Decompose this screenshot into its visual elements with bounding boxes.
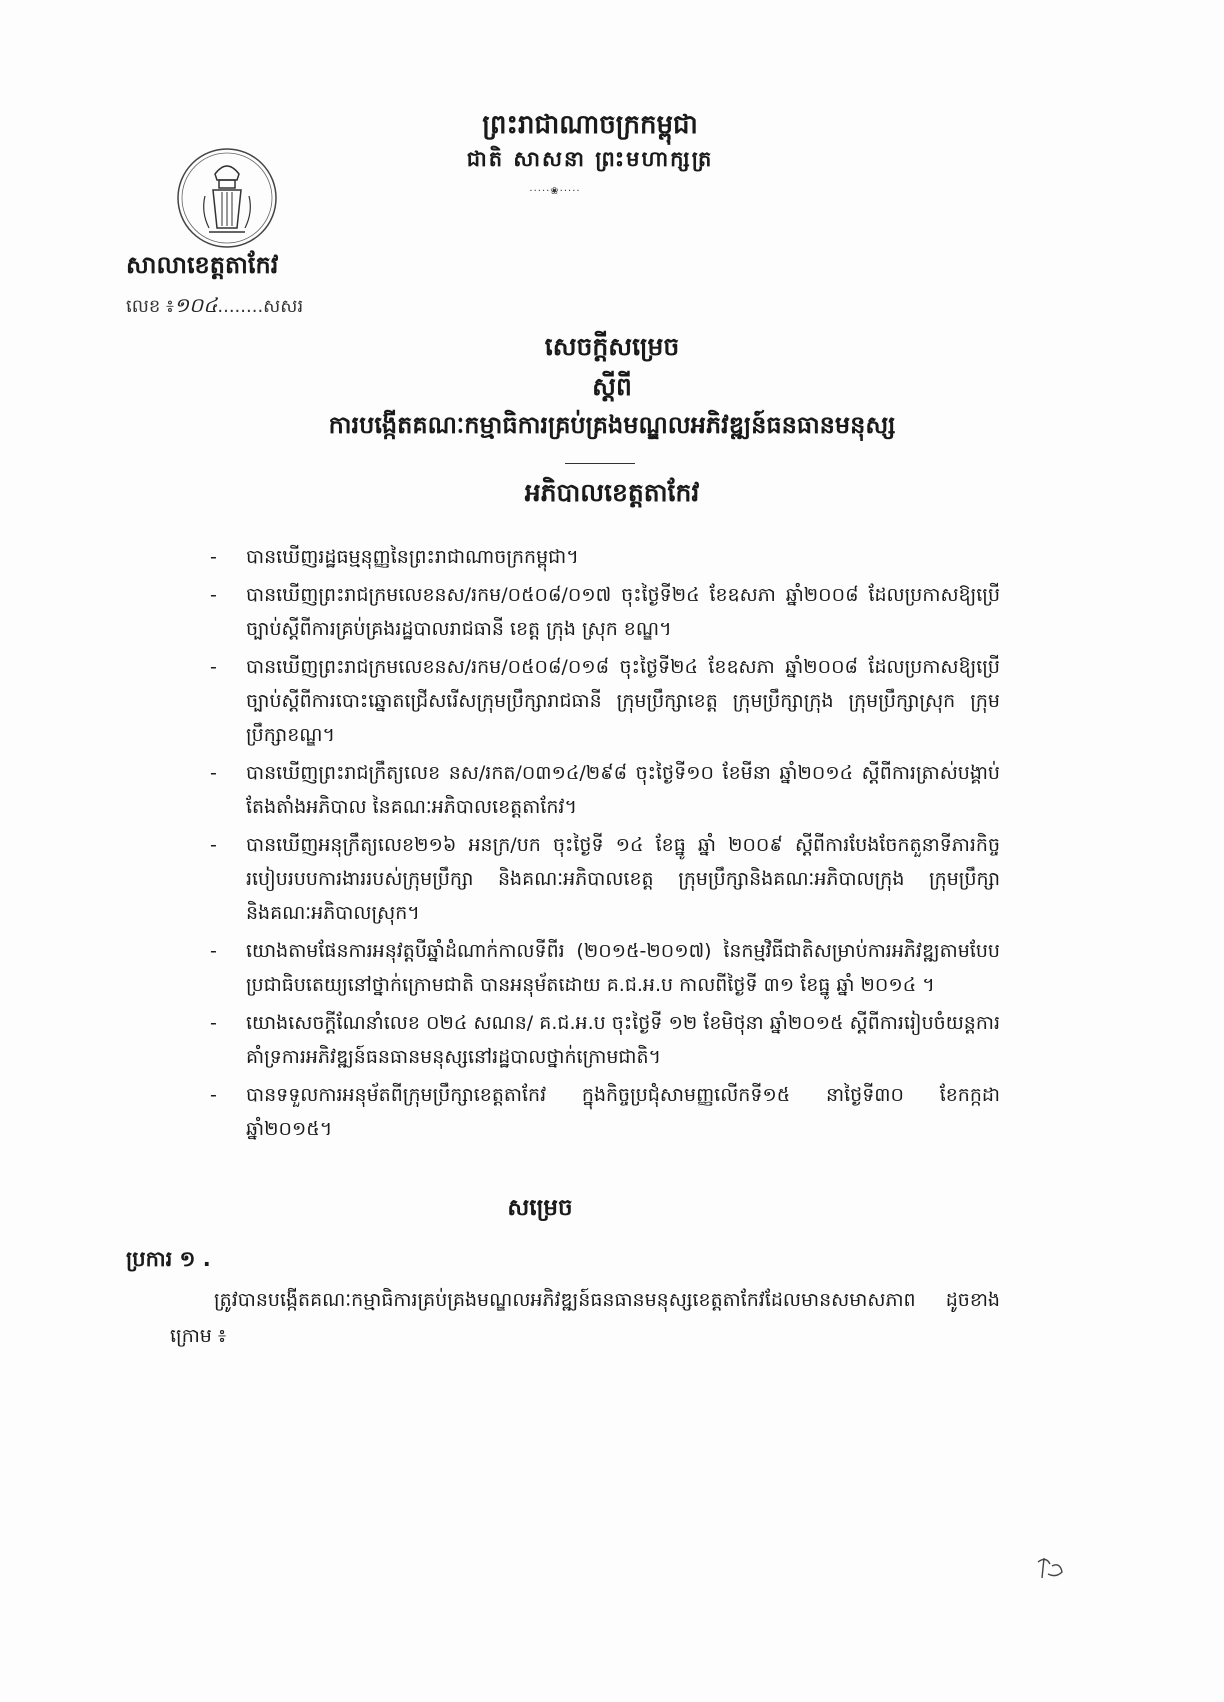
number-suffix: ........សសរ [217,296,304,317]
decision-authority: អភិបាលខេត្តតាកែវ [524,478,700,507]
provincial-seal-icon [175,146,279,250]
list-item: - បានឃើញអនុក្រឹត្យលេខ២១៦ អនក្រ/បក ចុះថ្ងៃទី ១៤ ខែធ្នូ ឆ្នាំ ២០០៩ ស្តីពីការបែងចែកតួនាទីភារកិច្ច របៀបរបបការងាររបស់ក្រុមប្រឹក្សា និងគណៈអភិបាលខេត្ត ក្រុមប្រឹក្សានិងគណៈអភិបាលក្រុង ក្រុមប្រឹក្សានិងគណៈអភិបាលស្រុក។ [210,828,1000,930]
decides-heading: សម្រេច [507,1195,573,1221]
national-motto: ជាតិ សាសនា ព្រះមហាក្សត្រ [466,147,714,171]
dash-bullet-icon: - [210,656,217,678]
handwritten-mark-icon [1030,1552,1070,1582]
dash-bullet-icon: - [210,546,217,568]
dash-bullet-icon: - [210,940,217,962]
number-prefix: លេខ ៖ [126,296,174,317]
list-item: - យោងសេចក្តីណែនាំលេខ ០២៤ សណន/ គ.ជ.អ.ប ចុះថ្ងៃទី ១២ ខែមិថុនា ឆ្នាំ២០១៥ ស្តីពីការរៀបចំយន្តការគាំទ្រការអភិវឌ្ឍន៍ធនធានមនុស្សនៅរដ្ឋបាលថ្នាក់ក្រោមជាតិ។ [210,1006,1000,1074]
considerations-list [210,540,1000,1150]
list-item: - បានឃើញព្រះរាជក្រមលេខនស/រកម/០៥០៨/០១៧ ចុះថ្ងៃទី២៤ ខែឧសភា ឆ្នាំ២០០៨ ដែលប្រកាសឱ្យប្រើច្បាប់ស្តីពីការគ្រប់គ្រងរដ្ឋបាលរាជធានី ខេត្ត ក្រុង ស្រុក ខណ្ឌ។ [210,578,1000,646]
document-number [126,292,303,322]
header-ornament: ·····❀····· [529,186,581,197]
dash-bullet-icon: - [210,762,217,784]
list-item: - បានឃើញរដ្ឋធម្មនុញ្ញនៃព្រះរាជាណាចក្រកម្ពុជា។ [210,540,1000,574]
decision-subject: ការបង្កើតគណៈកម្មាធិការគ្រប់គ្រងមណ្ឌលអភិវឌ្ឍន៍ធនធានមនុស្ស [328,411,896,439]
article-heading: ប្រការ ១ . [126,1247,211,1271]
kingdom-heading: ព្រះរាជាណាចក្រកម្ពុជា [482,110,698,140]
issuing-office: សាលាខេត្តតាកែវ [126,251,279,279]
dash-bullet-icon: - [210,834,217,856]
dash-bullet-icon: - [210,1012,217,1034]
list-item: - បានទទួលការអនុម័តពីក្រុមប្រឹក្សាខេត្តតាកែវ ក្នុងកិច្ចប្រជុំសាមញ្ញលើកទី១៥ នាថ្ងៃទី៣០ ខែកក្កដា ឆ្នាំ២០១៥។ [210,1078,1000,1146]
number-handwritten: ១០៤ [173,293,218,317]
dash-bullet-icon: - [210,1084,217,1106]
article-body: ត្រូវបានបង្កើតគណៈកម្មាធិការគ្រប់គ្រងមណ្ឌលអភិវឌ្ឍន៍ធនធានមនុស្សខេត្តតាកែវដែលមានសមាសភាព ដូចខាងក្រោម ៖ [170,1289,1000,1347]
decision-about: ស្តីពី [592,372,632,401]
decision-title: សេចក្តីសម្រេច [544,332,680,361]
list-item: - បានឃើញព្រះរាជក្រឹត្យលេខ នស/រកត/០៣១៤/២៩៨ ចុះថ្ងៃទី១០ ខែមីនា ឆ្នាំ២០១៤ ស្តីពីការត្រាស់បង្គាប់តែងតាំងអភិបាល នៃគណៈអភិបាលខេត្តតាកែវ។ [210,756,1000,824]
list-item: - បានឃើញព្រះរាជក្រមលេខនស/រកម/០៥០៨/០១៨ ចុះថ្ងៃទី២៤ ខែឧសភា ឆ្នាំ២០០៨ ដែលប្រកាសឱ្យប្រើច្បាប់ស្តីពីការបោះឆ្នោតជ្រើសរើសក្រុមប្រឹក្សារាជធានី ក្រុមប្រឹក្សាខេត្ត ក្រុមប្រឹក្សាក្រុង ក្រុមប្រឹក្សាស្រុក ក្រុមប្រឹក្សាខណ្ឌ។ [210,650,1000,752]
list-item: - យោងតាមផែនការអនុវត្តបីឆ្នាំដំណាក់កាលទីពីរ (២០១៥-២០១៧) នៃកម្មវិធីជាតិសម្រាប់ការអភិវឌ្ឍតាមបែបប្រជាធិបតេយ្យនៅថ្នាក់ក្រោមជាតិ បានអនុម័តដោយ គ.ជ.អ.ប កាលពីថ្ងៃទី ៣១ ខែធ្នូ ឆ្នាំ ២០១៤ ។ [210,934,1000,1002]
dash-bullet-icon: - [210,584,217,606]
title-divider [565,463,635,464]
